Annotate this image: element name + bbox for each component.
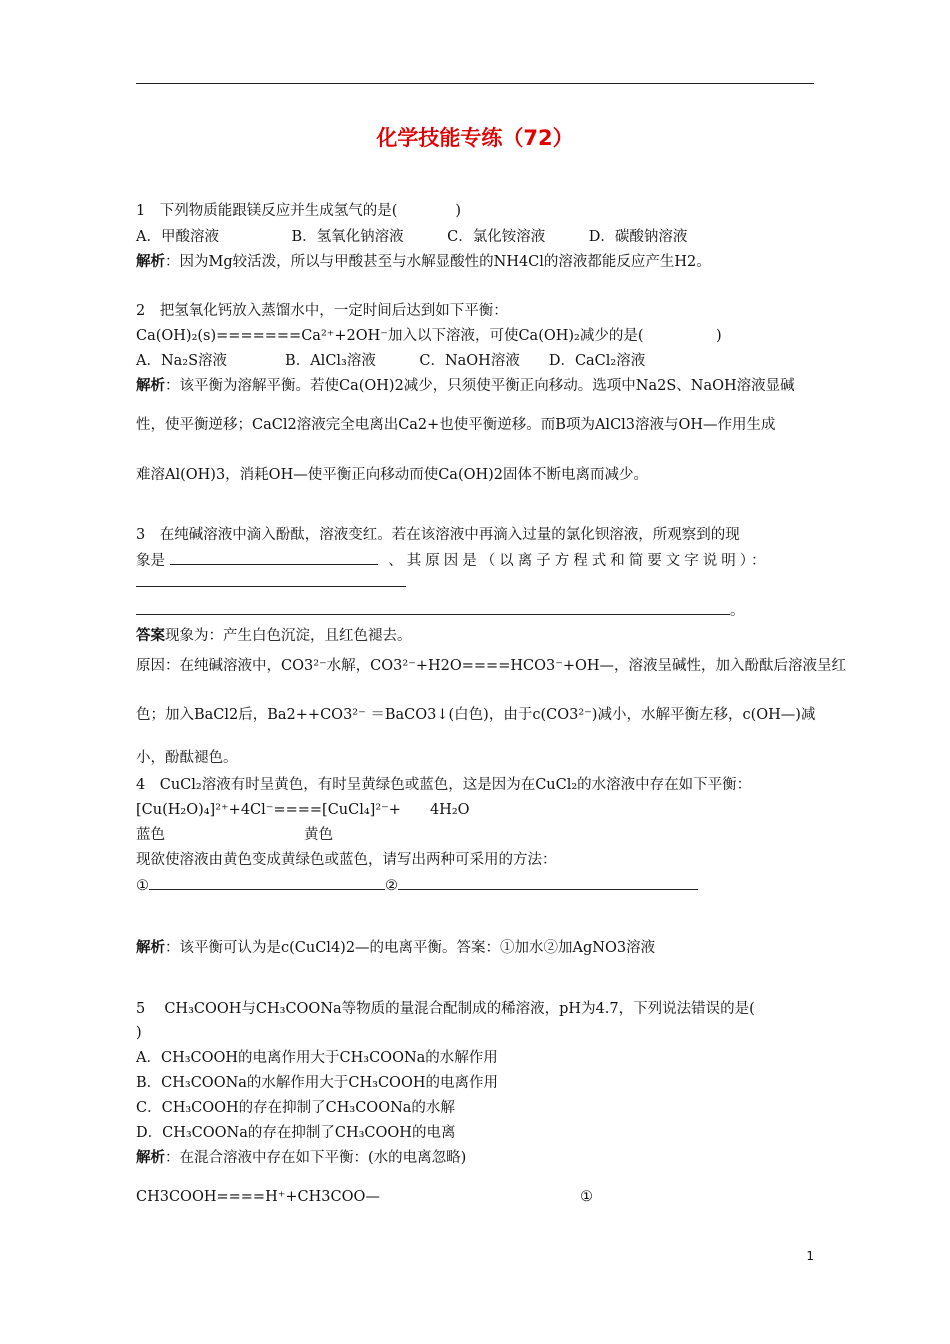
answer-text: 现象为：产生白色沉淀，且红色褪去。 [165,628,412,644]
q4-method-row [136,875,698,896]
q5-stem-2: ) [136,1025,142,1041]
q4-color-yellow: 黄色 [304,827,333,843]
q5-analysis [136,1148,466,1168]
q5-option-c: C．CH₃COOH的存在抑制了CH₃COONa的水解 [136,1100,455,1116]
q5-option-b: B．CH₃COONa的水解作用大于CH₃COOH的电离作用 [136,1075,498,1091]
q4-mark-2: ② [385,878,398,894]
header-rule [136,83,814,84]
q2-stem: 2 把氢氧化钙放入蒸馏水中，一定时间后达到如下平衡： [136,303,508,319]
q3-phenomenon-blank[interactable] [170,550,378,565]
q3-stem-1: 3 在纯碱溶液中滴入酚酞，溶液变红。若在该溶液中再滴入过量的氯化钡溶液，所观察到的现 [136,527,740,543]
q4-mark-1: ① [136,878,149,894]
q2-analysis-3: 难溶Al(OH)3，消耗OH—使平衡正向移动而使Ca(OH)2固体不断电离而减少。 [136,467,649,483]
q4-method-2-blank[interactable] [398,875,698,890]
q3-stem-2 [136,550,769,571]
q3-reason-3: 小，酚酞褪色。 [136,750,238,766]
q3-reason-blank-row-2 [136,600,745,621]
analysis-label: 解析 [136,939,165,956]
q4-analysis [136,938,655,958]
page-number: 1 [806,1249,814,1263]
q4-stem: 4 CuCl₂溶液有时呈黄色，有时呈黄绿色或蓝色，这是因为在CuCl₂的水溶液中存在如下平衡： [136,777,752,793]
q3-stem-2b: 、其原因是（以离子方程式和简要文字说明）： [388,553,770,569]
analysis-text: ：该平衡可认为是c(CuCl4)2—的电离平衡。答案：①加水②加AgNO3溶液 [165,940,656,956]
q1-options: A．甲酸溶液 B．氢氧化钠溶液 C．氯化铵溶液 D．碳酸钠溶液 [136,229,688,245]
q2-equation: Ca(OH)₂(s)=======Ca²⁺+2OH⁻加入以下溶液，可使Ca(OH)₂减少的是( ) [136,328,722,344]
q5-option-d: D．CH₃COONa的存在抑制了CH₃COOH的电离 [136,1125,456,1141]
page-title: 化学技能专练（72） [376,126,574,150]
q3-reason-blank-1[interactable] [136,572,406,587]
q1-analysis [136,252,711,272]
q4-method-1-blank[interactable] [149,875,385,890]
q5-stem-1: 5 CH₃COOH与CH₃COONa等物质的量混合配制成的稀溶液，pH为4.7，下列说法错误的是( [136,1001,755,1017]
q5-option-a: A．CH₃COOH的电离作用大于CH₃COONa的水解作用 [136,1050,498,1066]
analysis-label: 解析 [136,253,165,270]
q3-reason-blank-2[interactable] [136,600,730,615]
analysis-text: ：因为Mg较活泼，所以与甲酸甚至与水解显酸性的NH4Cl的溶液都能反应产生H2。 [165,254,711,270]
q3-reason-blank-row [136,572,406,593]
q3-period: 。 [730,603,745,619]
analysis-label: 解析 [136,377,165,394]
analysis-text: ：在混合溶液中存在如下平衡：(水的电离忽略) [165,1150,467,1166]
analysis-text: ：该平衡为溶解平衡。若使Ca(OH)2减少，只须使平衡正向移动。选项中Na2S、NaOH溶液显碱 [165,378,795,394]
q3-reason-2: 色；加入BaCl2后，Ba2++CO3²⁻ ＝BaCO3↓(白色)，由于c(CO3²⁻)减小，水解平衡左移，c(OH—)减 [136,707,816,723]
q2-analysis-1 [136,376,795,396]
q4-colors [136,825,333,845]
q5-equation [136,1187,593,1207]
q4-equation: [Cu(H₂O)₄]²⁺+4Cl⁻====[CuCl₄]²⁻+ 4H₂O [136,802,470,818]
q4-color-blue: 蓝色 [136,827,165,843]
q3-reason-1: 原因：在纯碱溶液中，CO3²⁻水解，CO3²⁻+H2O====HCO3⁻+OH—，溶液呈碱性，加入酚酞后溶液呈红 [136,658,847,674]
q2-analysis-2: 性，使平衡逆移；CaCl2溶液完全电离出Ca2+也使平衡逆移。而B项为AlCl3溶液与OH—作用生成 [136,417,776,433]
q5-equation-mark: ① [580,1189,593,1205]
q4-prompt: 现欲使溶液由黄色变成黄绿色或蓝色，请写出两种可采用的方法： [136,852,557,868]
q3-answer [136,626,412,646]
q3-stem-2a: 象是 [136,553,165,569]
analysis-label: 解析 [136,1149,165,1166]
q2-options: A．Na₂S溶液 B．AlCl₃溶液 C．NaOH溶液 D．CaCl₂溶液 [136,353,646,369]
q1-stem: 1 下列物质能跟镁反应并生成氢气的是( ) [136,203,462,219]
q5-equation-text: CH3COOH====H⁺+CH3COO— [136,1189,380,1205]
answer-label: 答案 [136,627,165,644]
